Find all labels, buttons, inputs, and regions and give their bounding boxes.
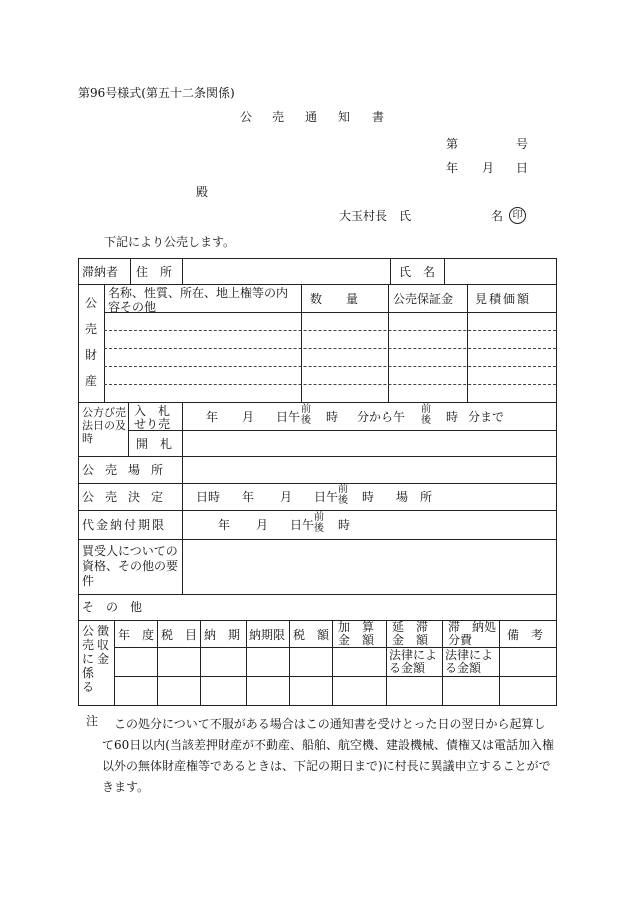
sched-zengo-2: 前後 bbox=[421, 404, 431, 426]
vertical-char: 公 bbox=[85, 296, 98, 310]
note-label: 注 bbox=[86, 714, 99, 728]
pay-hour: 時 bbox=[338, 518, 351, 532]
vertical-char: 産 bbox=[85, 374, 98, 388]
property-description-header: 名称、性質、所在、地上権等の内容その他 bbox=[108, 286, 289, 314]
addressee-dono: 殿 bbox=[196, 185, 209, 199]
collect-vertical-label: 公売に係る bbox=[81, 624, 94, 694]
sched-until: 分まで bbox=[468, 410, 505, 424]
decision-zengo: 前後 bbox=[338, 484, 348, 506]
sched-zengo: 前後 bbox=[301, 404, 311, 426]
decision-label: 公売決定 bbox=[82, 490, 175, 504]
sched-from: 分から午 bbox=[357, 410, 406, 424]
title-char: 書 bbox=[372, 110, 385, 124]
sched-hour: 時 bbox=[326, 410, 339, 424]
address-label: 住 所 bbox=[136, 265, 173, 279]
issuer-title: 大玉村長 氏 bbox=[339, 209, 412, 223]
decision-year: 年 bbox=[242, 490, 255, 504]
number-dai: 第 bbox=[446, 137, 459, 151]
pay-zengo: 前後 bbox=[314, 512, 324, 534]
collect-vertical-label-2: 徴収金 bbox=[96, 624, 109, 666]
quantity-header: 数 量 bbox=[310, 292, 359, 306]
deposit-header: 公売保証金 bbox=[393, 292, 454, 306]
date-day: 日 bbox=[516, 161, 529, 175]
col-kasan: 加 算金 額 bbox=[338, 620, 375, 647]
col-biko: 備 考 bbox=[507, 628, 544, 642]
col-zeimoku: 税 目 bbox=[161, 628, 198, 642]
title-char: 売 bbox=[272, 110, 285, 124]
title-char: 知 bbox=[338, 110, 351, 124]
intro-text: 下記により公売します。 bbox=[104, 235, 236, 249]
sched-day: 日午 bbox=[276, 410, 301, 424]
vertical-char: 売 bbox=[85, 322, 98, 336]
sched-hour-2: 時 bbox=[446, 410, 459, 424]
decision-date-label: 日時 bbox=[196, 490, 221, 504]
date-year: 年 bbox=[446, 161, 459, 175]
col-entai: 延 滞金 額 bbox=[392, 620, 429, 647]
sched-year: 年 bbox=[206, 410, 219, 424]
seal-icon: 印 bbox=[509, 207, 526, 224]
col-noki: 納 期 bbox=[204, 628, 241, 642]
buyer-requirements-label: 買受人についての資格、その他の要件 bbox=[82, 544, 179, 588]
pay-day: 日午 bbox=[290, 518, 315, 532]
sched-month: 月 bbox=[242, 410, 255, 424]
issuer-mei: 名 bbox=[491, 209, 504, 223]
note-text: この処分について不服がある場合はこの通知書を受けとった日の翌日から起算して60日以内(当該差押財産が不動産、船舶、航空機、建設機械、債権又は電話加入権以外の無体財産権等であるときは、下記の期日まで)に村長に異議申立することができます。 bbox=[102, 717, 554, 794]
seriuri-label: せり売 bbox=[134, 417, 171, 431]
estimate-header: 見積価額 bbox=[475, 292, 532, 306]
kaisatsu-label: 開 札 bbox=[136, 437, 173, 451]
pay-month: 月 bbox=[256, 518, 269, 532]
law-amount-1: 法律による金額 bbox=[389, 648, 438, 675]
decision-place: 場 所 bbox=[396, 490, 433, 504]
col-nokigen: 納期限 bbox=[249, 628, 286, 642]
law-amount-2: 法律による金額 bbox=[445, 648, 494, 675]
col-taino: 滞 納処分費 bbox=[448, 620, 497, 647]
method-date-label: 公方び売法日の及時 bbox=[82, 406, 126, 445]
decision-hour: 時 bbox=[362, 490, 375, 504]
delinquent-label: 滞納者 bbox=[82, 265, 119, 279]
name-label: 氏 名 bbox=[399, 265, 436, 279]
others-label: そ の 他 bbox=[82, 600, 143, 614]
number-go: 号 bbox=[516, 137, 529, 151]
decision-month: 月 bbox=[280, 490, 293, 504]
title-char: 公 bbox=[240, 110, 253, 124]
form-number: 第96号様式(第五十二条関係) bbox=[78, 86, 235, 100]
col-nendo: 年 度 bbox=[118, 628, 155, 642]
nyusatsu-label: 入 札 bbox=[134, 404, 171, 418]
vertical-char: 財 bbox=[85, 348, 98, 362]
col-zeigaku: 税 額 bbox=[293, 628, 330, 642]
title-char: 通 bbox=[305, 110, 318, 124]
pay-year: 年 bbox=[218, 518, 231, 532]
decision-day: 日午 bbox=[314, 490, 339, 504]
date-month: 月 bbox=[482, 161, 495, 175]
payment-deadline-label: 代金納付期限 bbox=[82, 518, 167, 532]
sale-place-label: 公売場所 bbox=[82, 463, 175, 477]
